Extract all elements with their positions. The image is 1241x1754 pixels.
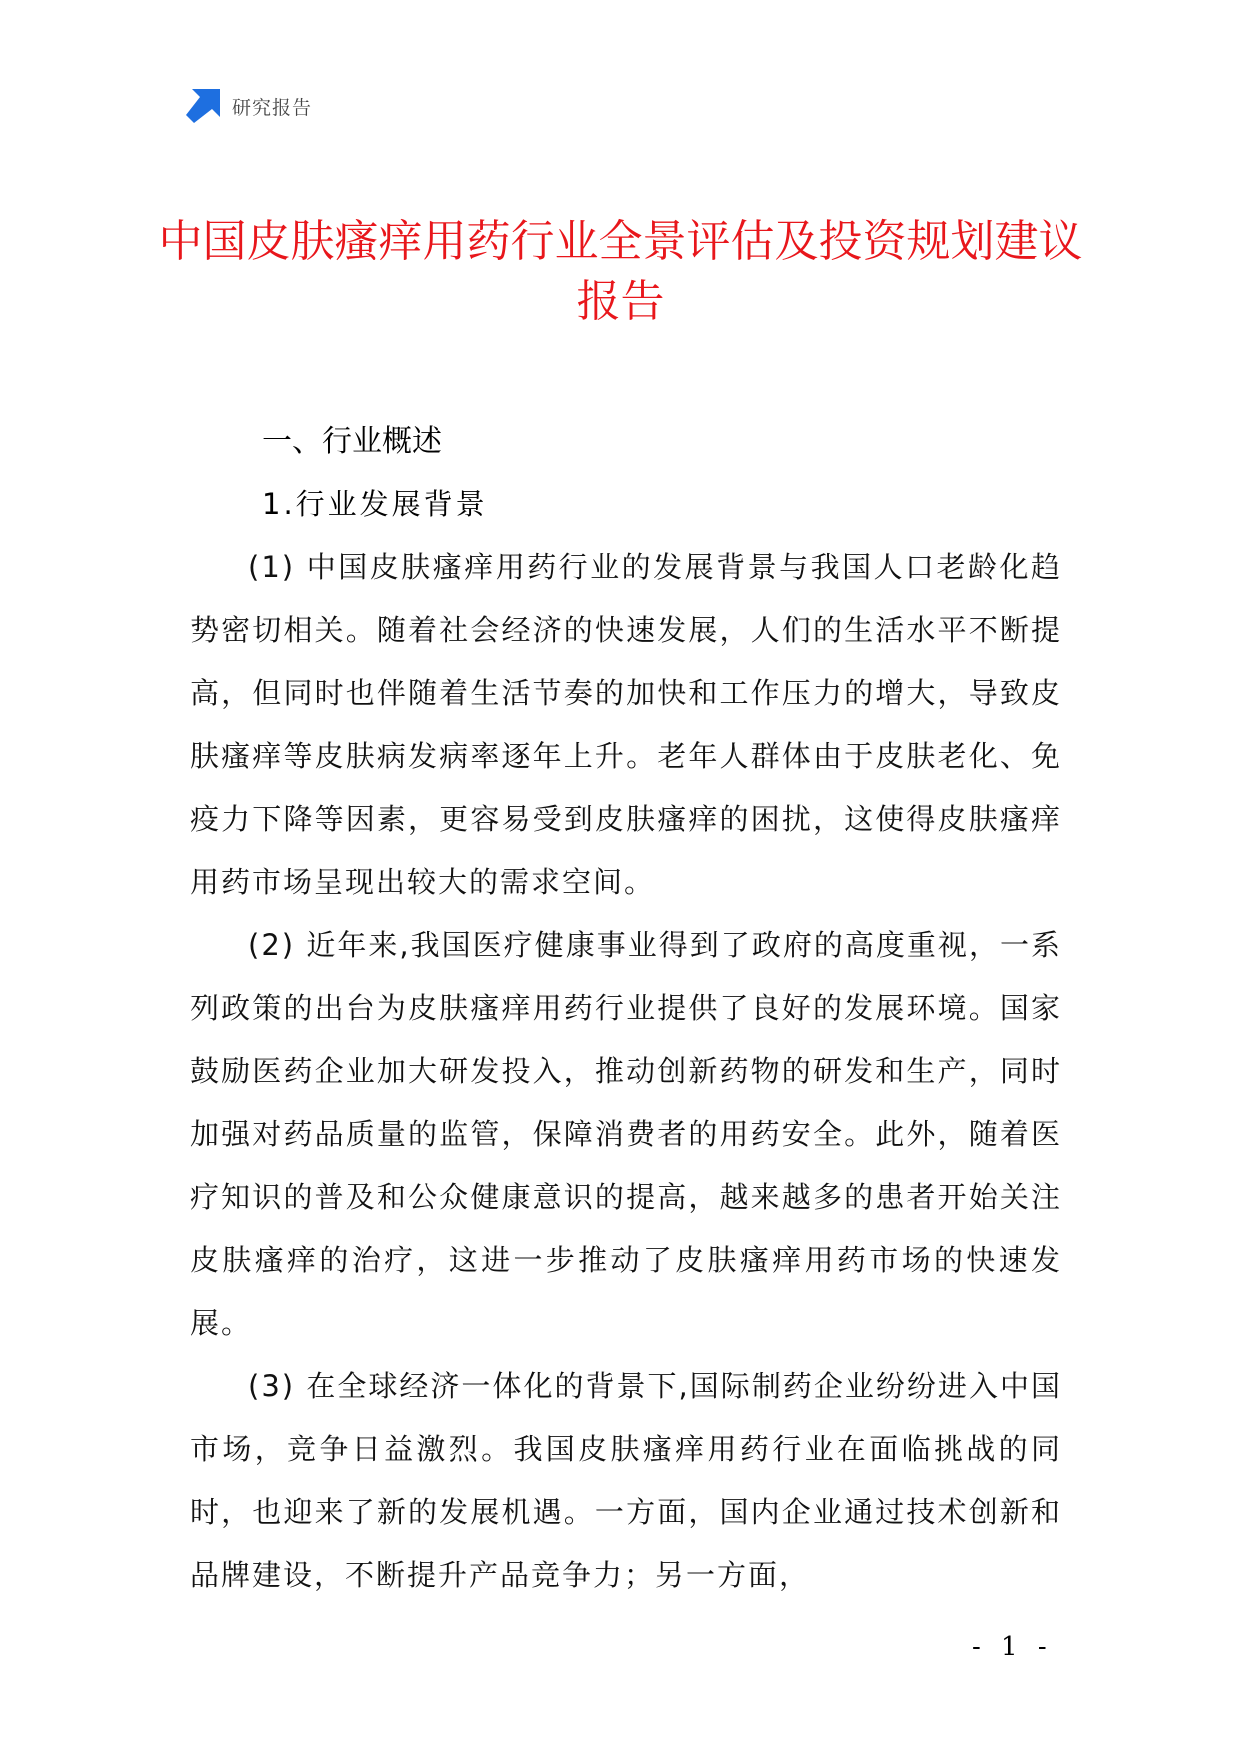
- document-body: [190, 536, 1062, 1607]
- paragraph-3: (3) 在全球经济一体化的背景下,国际制药企业纷纷进入中国市场，竞争日益激烈。我国皮肤瘙痒用药行业在面临挑战的同时，也迎来了新的发展机遇。一方面，国内企业通过技术创新和品牌建设，不断提升产品竞争力；另一方面，: [190, 1369, 1062, 1592]
- sub-heading: 1.行业发展背景: [262, 487, 488, 521]
- paragraph-2: (2) 近年来,我国医疗健康事业得到了政府的高度重视，一系列政策的出台为皮肤瘙痒用药行业提供了良好的发展环境。国家鼓励医药企业加大研发投入，推动创新药物的研发和生产，同时加强对药品质量的监管，保障消费者的用药安全。此外，随着医疗知识的普及和公众健康意识的提高，越来越多的患者开始关注皮肤瘙痒的治疗，这进一步推动了皮肤瘙痒用药市场的快速发展。: [190, 928, 1062, 1340]
- document-title: 中国皮肤瘙痒用药行业全景评估及投资规划建议报告: [158, 216, 1083, 327]
- arrow-up-right-icon: [186, 89, 220, 123]
- page-header: [186, 88, 312, 124]
- page-number: - 1 -: [972, 1632, 1053, 1662]
- section-heading: 一、行业概述: [262, 424, 442, 459]
- header-label: 研究报告: [232, 96, 313, 119]
- paragraph-1: (1) 中国皮肤瘙痒用药行业的发展背景与我国人口老龄化趋势密切相关。随着社会经济的快速发展，人们的生活水平不断提高，但同时也伴随着生活节奏的加快和工作压力的增大，导致皮肤瘙痒等皮肤病发病率逐年上升。老年人群体由于皮肤老化、免疫力下降等因素，更容易受到皮肤瘙痒的困扰，这使得皮肤瘙痒用药市场呈现出较大的需求空间。: [190, 550, 1062, 899]
